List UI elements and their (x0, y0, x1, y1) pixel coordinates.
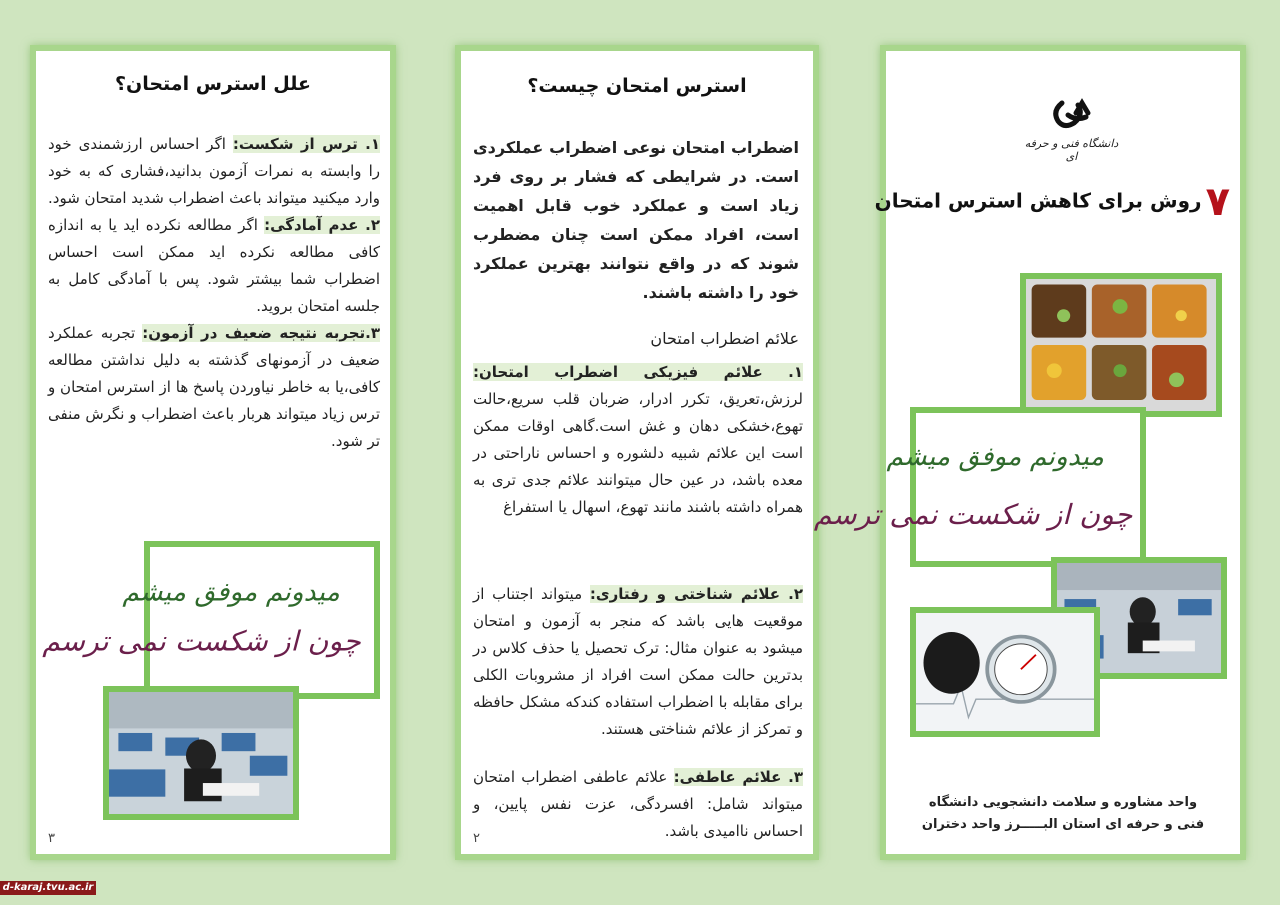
symptom-physical-text: لرزش،تعریق، تکرر ادرار، ضربان قلب سریع،حالت تهوع،خشکی دهان و غش است.گاهی اوقات ممکن است این علائم شبیه دلشوره و احساس ناراحتی در معده باشد، در عین حال میتوانند علائم جدی تری به همراه داشته باشند مانند تهوع، اسهال یا استفراغ (473, 390, 803, 516)
cause-2-text: اگر مطالعه نکرده اید یا به اندازه کافی مطالعه نکرده اید ممکن است احساس اضطراب شما بیشتر شود. پس با آمادگی کامل به جلسه امتحان بروید. (48, 216, 380, 315)
calligraphy-image-right (813, 407, 1146, 567)
calligraphy-line-1: میدونم موفق میشم (122, 577, 340, 608)
cause-3-label: ۳.تجربه نتیجه ضعیف در آزمون: (142, 324, 380, 342)
brochure-title (875, 179, 1230, 225)
calligraphy-art (42, 547, 374, 693)
symptom-physical-label: ۱. علائم فیزیکی اضطراب امتحان: (473, 363, 803, 381)
cause-3-text: تجربه عملکرد ضعیف در آزمونهای گذشته به دلیل نداشتن مطالعه کافی،یا به خاطر نیاوردن پاسخ ها از استرس امتحان و ترس زیاد میتواند هربار باعث اضطراب و نگرش منفی تر شود. (48, 324, 380, 450)
symptoms-heading: علائم اضطراب امتحان (650, 329, 799, 348)
calligraphy-line-2: چون از شکست نمی ترسم (813, 498, 1133, 531)
sphygmomanometer-illustration (916, 613, 1094, 731)
symptom-cognitive-label: ۲. علائم شناختی و رفتاری: (589, 585, 803, 603)
definition-title: استرس امتحان چیست؟ (527, 75, 747, 97)
watermark-url: d-karaj.tvu.ac.ir (0, 881, 96, 895)
calligraphy-line-1: میدونم موفق میشم (886, 442, 1104, 472)
cause-1-label: ۱. ترس از شکست: (232, 135, 380, 153)
exam-hall-illustration (109, 692, 293, 814)
calligraphy-line-2: چون از شکست نمی ترسم (42, 624, 361, 658)
symptom-physical (473, 359, 803, 521)
causes-title: علل استرس امتحان؟ (114, 73, 311, 95)
symptom-emotional-label: ۳. علائم عاطفی: (673, 768, 803, 786)
symptom-cognitive-text: میتواند اجتناب از موقعیت هایی باشد که منجر به آزمون و امتحان میشود به عنوان مثال: ترک تحصیل یا حذف کلاس در بدترین حالت ممکن است افراد از مشروبات الکلی برای مقابله با اضطراب استفاده کندکه مشکل حافظه و تمرکز از علائم شناختی هستند. (473, 585, 803, 738)
causes-list (48, 131, 380, 455)
symptom-cognitive (473, 581, 803, 743)
symptom-emotional (473, 764, 803, 845)
definition-paragraph: اضطراب امتحان نوعی اضطراب عملکردی است. در شرایطی که فشار بر روی فرد زیاد است و عملکرد خوب قابل اهمیت است، افراد ممکن است چنان مضطرب شوند که در واقع نتوانند بهترین عملکرد خود را داشته باشند. (473, 138, 799, 302)
calligraphy-art-right (813, 413, 1140, 561)
cause-1-text: اگر احساس ارزشمندی خود را وابسته به نمرات آزمون بدانید،فشاری که به خود وارد میکنید میتواند باعث اضطراب شدید امتحان شود. (48, 135, 380, 207)
panel-causes (30, 45, 396, 860)
page-number: ۳ (48, 831, 55, 846)
cause-2-label: ۲. عدم آمادگی: (264, 216, 380, 234)
title-number: ۷ (1205, 179, 1230, 225)
university-logo-text: دانشگاه فنی و حرفه ای (1024, 137, 1119, 163)
footer-text (886, 792, 1240, 836)
page-number: ۲ (473, 831, 480, 846)
title-text: روش برای کاهش استرس امتحان (874, 188, 1202, 213)
panel-cover (813, 45, 1246, 860)
footer-line-2: فنی و حرفه ای استان البـــــرز واحد دختران (921, 817, 1205, 832)
food-containers-photo (1020, 273, 1222, 417)
panel-definition (455, 45, 819, 860)
exam-hall-photo (103, 686, 299, 820)
food-illustration (1026, 279, 1216, 411)
blood-pressure-photo (910, 607, 1100, 737)
footer-line-1: واحد مشاوره و سلامت دانشجویی دانشگاه (928, 795, 1198, 810)
symptom-emotional-text: علائم عاطفی اضطراب امتحان میتواند شامل: افسردگی، عزت نفس پایین، و احساس ناامیدی باشد. (473, 768, 803, 840)
calligraphy-image-left (42, 541, 380, 699)
